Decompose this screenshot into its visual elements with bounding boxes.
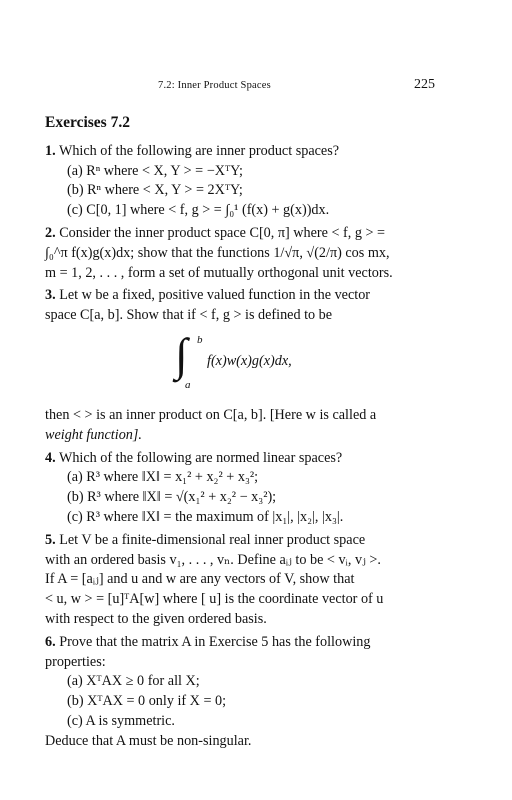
- exercise-number: 6.: [45, 633, 56, 650]
- page-number: 225: [414, 77, 435, 92]
- exercise-number: 4.: [45, 449, 56, 466]
- exercise-3: [45, 286, 475, 445]
- display-integral: [45, 328, 475, 396]
- exercise-text: then < > is an inner product on C[a, b]. [Here w is called a: [45, 406, 377, 423]
- exercise-text: weight function].: [45, 426, 142, 443]
- exercise-text: Consider the inner product space C[0, π] where < f, g > =: [59, 224, 386, 241]
- exercise-text: with an ordered basis v₁, . . . , vₙ. Define aᵢⱼ to be < vᵢ, vⱼ >.: [45, 551, 381, 568]
- exercise-4: [45, 449, 475, 528]
- exercise-5: [45, 531, 475, 630]
- exercise-number: 3.: [45, 287, 56, 304]
- exercise-2: [45, 224, 475, 283]
- exercise-item: (b) Rⁿ where < X, Y > = 2XᵀY;: [67, 182, 243, 199]
- exercise-text: m = 1, 2, . . . , form a set of mutually orthogonal unit vectors.: [45, 264, 393, 281]
- exercise-text: space C[a, b]. Show that if < f, g > is defined to be: [45, 307, 333, 324]
- exercise-text: Which of the following are normed linear spaces?: [58, 449, 343, 466]
- exercise-text: ∫₀^π f(x)g(x)dx; show that the functions 1/√π, √(2/π) cos mx,: [45, 244, 390, 261]
- exercise-section: [45, 113, 475, 755]
- exercise-item: (b) XᵀAX = 0 only if X = 0;: [67, 693, 227, 710]
- integral-upper-limit: b: [197, 333, 203, 346]
- exercise-text: If A = [aᵢⱼ] and u and w are any vectors of V, show that: [45, 571, 355, 588]
- exercise-1: [45, 142, 475, 221]
- exercise-text: Which of the following are inner product spaces?: [58, 142, 340, 159]
- exercise-item: (a) Rⁿ where < X, Y > = −XᵀY;: [67, 162, 243, 179]
- exercise-item: (c) A is symmetric.: [67, 712, 175, 729]
- exercise-text: with respect to the given ordered basis.: [45, 610, 267, 627]
- running-title: 7.2: Inner Product Spaces: [158, 80, 271, 91]
- exercise-text: Deduce that A must be non-singular.: [45, 732, 252, 749]
- exercise-item: (c) C[0, 1] where < f, g > = ∫₀¹ (f(x) + g(x))dx.: [67, 202, 330, 219]
- integrand: f(x)w(x)g(x)dx,: [207, 352, 292, 369]
- exercise-item: (a) XᵀAX ≥ 0 for all X;: [67, 673, 200, 690]
- exercise-number: 5.: [45, 531, 56, 548]
- integral-lower-limit: a: [185, 378, 191, 391]
- exercise-6: [45, 633, 475, 752]
- exercise-item: (c) R³ where ‖X‖ = the maximum of |x₁|, |x₂|, |x₃|.: [67, 508, 344, 525]
- exercise-text: Let V be a finite-dimensional real inner product space: [59, 531, 366, 548]
- integral-sign: ∫: [175, 328, 188, 380]
- exercise-text: Let w be a fixed, positive valued function in the vector: [59, 287, 371, 304]
- section-heading: Exercises 7.2: [45, 114, 130, 131]
- exercise-text: Prove that the matrix A in Exercise 5 has the following: [59, 633, 371, 650]
- exercise-text: properties:: [45, 653, 106, 670]
- exercise-item: (a) R³ where ‖X‖ = x₁² + x₂² + x₃²;: [67, 469, 259, 486]
- running-header: [0, 77, 512, 96]
- exercise-text: < u, w > = [u]ᵀA[w] where [ u] is the coordinate vector of u: [45, 591, 384, 608]
- exercise-number: 1.: [45, 142, 56, 159]
- exercise-number: 2.: [45, 224, 56, 241]
- exercise-item: (b) R³ where ‖X‖ = √(x₁² + x₂² − x₃²);: [67, 489, 277, 506]
